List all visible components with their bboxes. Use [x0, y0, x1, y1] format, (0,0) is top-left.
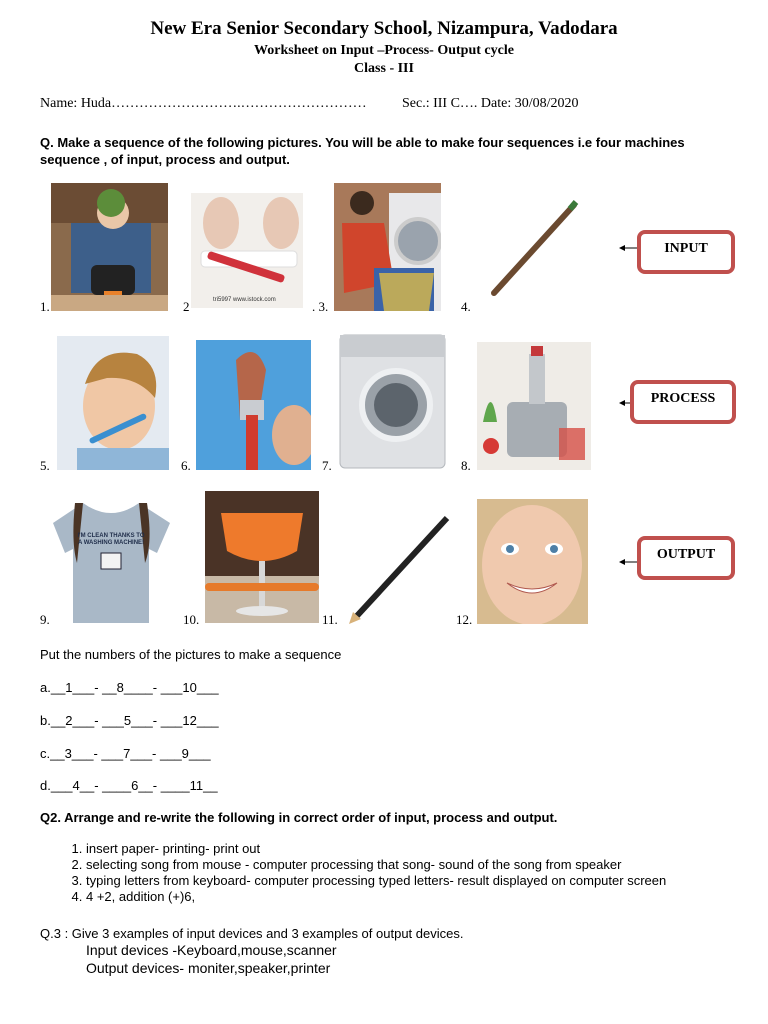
picture-number: 5. — [40, 458, 50, 473]
process-label-box: PROCESS — [630, 380, 736, 424]
juicer-man-icon — [51, 183, 168, 311]
school-title: New Era Senior Secondary School, Nizampura, Vadodara — [150, 18, 618, 39]
sequence-answer-d: d.___4__- ____6__- ____11__ — [40, 778, 218, 793]
tshirt-text: I'M CLEAN THANKS TO A WASHING MACHINE! — [77, 533, 145, 546]
sequence-answer-a: a.__1___- __8____- ___10___ — [40, 680, 219, 695]
sharpener-icon — [196, 340, 311, 470]
juicer-machine-icon — [477, 342, 591, 470]
arrow-left-icon — [619, 557, 639, 567]
sharp-pencil-icon — [343, 512, 455, 624]
juice-glass-icon — [205, 491, 319, 623]
picture-number: 12. — [456, 612, 473, 627]
list-item: 2. selecting song from mouse - computer processing that song- sound of the song from speaker — [86, 857, 666, 873]
picture-number: 6. — [181, 458, 191, 473]
question-2: Q2. Arrange and re-write the following in correct order of input, process and output. — [40, 810, 558, 825]
arrow-left-icon — [619, 243, 639, 253]
image-caption: tri5997 www.istock.com — [213, 297, 276, 303]
input-devices-answer: Input devices -Keyboard,mouse,scanner — [86, 942, 337, 958]
picture-number: . 3. — [312, 299, 329, 314]
section-date-line: Sec.: III C…. Date: 30/08/2020 — [402, 96, 579, 111]
picture-number: 7. — [322, 458, 332, 473]
clean-tshirt-icon — [53, 503, 170, 623]
name-line: Name: Huda……………………….……………………… — [40, 96, 367, 111]
class-label: Class - III — [354, 61, 414, 76]
picture-number: 1. — [40, 299, 50, 314]
list-item: 4. 4 +2, addition (+)6, — [86, 889, 666, 905]
sequence-answer-c: c.__3___- ___7___- ___9___ — [40, 746, 211, 761]
picture-number: 2 — [183, 299, 190, 314]
picture-number: 11. — [322, 612, 338, 627]
pencil-stick-icon — [474, 195, 586, 300]
washing-machine-icon — [338, 333, 447, 470]
brush-paste-icon — [191, 193, 303, 308]
question-3: Q.3 : Give 3 examples of input devices and 3 examples of output devices. — [40, 926, 464, 941]
picture-number: 8. — [461, 458, 471, 473]
output-devices-answer: Output devices- moniter,speaker,printer — [86, 960, 331, 976]
laundry-woman-icon — [334, 183, 441, 311]
q2-list — [44, 841, 666, 905]
input-label-box: INPUT — [637, 230, 735, 274]
question-1: Q. Make a sequence of the following pictures. You will be able to make four sequences i.e four machines sequence , of input, process and output. — [40, 135, 685, 167]
picture-number: 10. — [183, 612, 200, 627]
picture-number: 9. — [40, 612, 50, 627]
sequence-answer-b: b.__2___- ___5___- ___12___ — [40, 713, 219, 728]
list-item: 3. typing letters from keyboard- computer processing typed letters- result displayed on computer screen — [86, 873, 666, 889]
smiling-girl-icon — [477, 499, 588, 624]
output-label-box: OUTPUT — [637, 536, 735, 580]
sequence-instruction: Put the numbers of the pictures to make a sequence — [40, 647, 342, 662]
worksheet-subtitle: Worksheet on Input –Process- Output cycle — [254, 43, 514, 58]
picture-number: 4. — [461, 299, 471, 314]
list-item: 1. insert paper- printing- print out — [86, 841, 666, 857]
boy-brushing-icon — [57, 336, 169, 470]
